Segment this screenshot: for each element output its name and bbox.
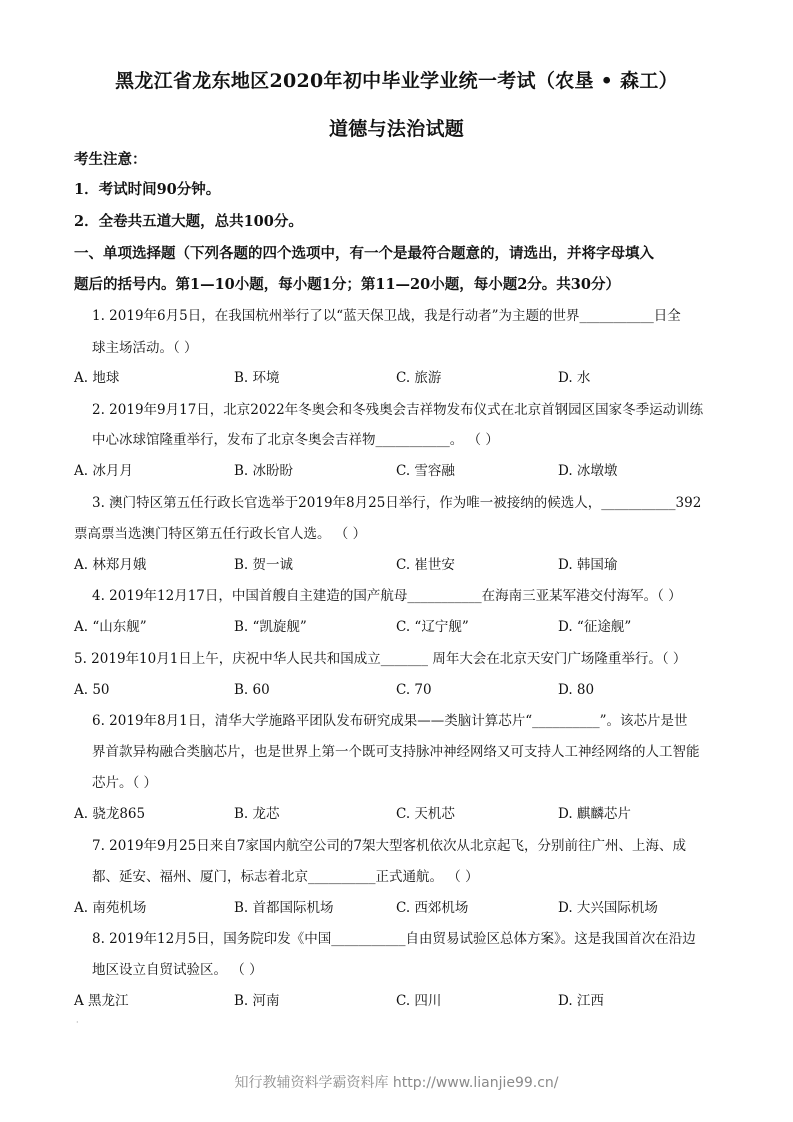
question-3-option-d: D. 韩国瑜 (558, 557, 618, 573)
question-3-line2: 票高票当选澳门特区第五任行政长官人选。 （ ） (74, 526, 367, 542)
question-6-option-d: D. 麒麟芯片 (558, 806, 631, 822)
question-8-line1: 8. 2019年12月5日，国务院印发《中国___________自由贸易试验区总体方案》。这是我国首次在沿边 (92, 931, 696, 947)
question-2-line2: 中心冰球馆隆重举行，发布了北京冬奥会吉祥物___________。 （ ） (92, 432, 499, 448)
question-2-option-c: C. 雪容融 (396, 463, 455, 479)
question-8-option-a: A 黑龙江 (74, 993, 129, 1009)
notice-item-1: 1．考试时间90分钟。 (74, 181, 221, 198)
question-5-option-d: D. 80 (558, 682, 595, 698)
question-3-option-c: C. 崔世安 (396, 557, 455, 573)
question-1-option-a: A. 地球 (74, 370, 120, 386)
question-4-option-c: C. “辽宁舰” (396, 619, 469, 635)
question-7-option-b: B. 首都国际机场 (234, 900, 334, 916)
question-2-line1: 2. 2019年9月17日，北京2022年冬奥会和冬残奥会吉祥物发布仪式在北京首钢园区国家冬季运动训练 (92, 402, 704, 418)
question-6-option-a: A. 骁龙865 (74, 806, 146, 822)
question-8-option-d: D. 江西 (558, 993, 604, 1009)
section1-instructions-line1: 一、单项选择题（下列各题的四个选项中，有一个是最符合题意的，请选出，并将字母填入 (74, 245, 654, 262)
question-5-option-b: B. 60 (234, 682, 270, 698)
question-3-line1: 3. 澳门特区第五任行政长官选举于2019年8月25日举行，作为唯一被接纳的候选人，___________392 (92, 495, 702, 511)
notice-heading: 考生注意： (74, 151, 147, 168)
question-1-line1: 1. 2019年6月5日，在我国杭州举行了以“蓝天保卫战，我是行动者”为主题的世界___________日全 (92, 308, 681, 324)
question-6-option-c: C. 天机芯 (396, 806, 455, 822)
question-7-option-d: D. 大兴国际机场 (558, 900, 658, 916)
question-1-line2: 球主场活动。（ ） (92, 340, 198, 356)
question-2-option-b: B. 冰盼盼 (234, 463, 294, 479)
question-5-line1: 5. 2019年10月1日上午，庆祝中华人民共和国成立_______ 周年大会在北京天安门广场隆重举行。（ ） (74, 651, 687, 667)
question-8-line2: 地区设立自贸试验区。 （ ） (92, 962, 263, 978)
page-mark: · (76, 1018, 79, 1027)
question-5-option-a: A. 50 (74, 682, 110, 698)
question-5-option-c: C. 70 (396, 682, 432, 698)
question-3-option-b: B. 贺一诚 (234, 557, 294, 573)
notice-item-2: 2．全卷共五道大题，总共100分。 (74, 213, 303, 230)
question-4-option-a: A. “山东舰” (74, 619, 147, 635)
question-7-option-a: A. 南苑机场 (74, 900, 147, 916)
question-6-line1: 6. 2019年8月1日，清华大学施路平团队发布研究成果——类脑计算芯片“__________”。该芯片是世 (92, 713, 688, 729)
question-4-option-d: D. “征途舰” (558, 619, 632, 635)
exam-title: 黑龙江省龙东地区2020年初中毕业学业统一考试（农垦 • 森工） (115, 70, 678, 92)
question-7-line2: 都、延安、福州、厦门，标志着北京__________正式通航。 （ ） (92, 869, 479, 885)
question-7-line1: 7. 2019年9月25日来自7家国内航空公司的7架大型客机依次从北京起飞，分别前往广州、上海、成 (92, 838, 686, 854)
question-8-option-c: C. 四川 (396, 993, 442, 1009)
question-6-option-b: B. 龙芯 (234, 806, 280, 822)
question-6-line2: 界首款异构融合类脑芯片，也是世界上第一个既可支持脉冲神经网络又可支持人工神经网络的人工智能 (92, 744, 700, 760)
question-3-option-a: A. 林郑月娥 (74, 557, 147, 573)
question-1-option-c: C. 旅游 (396, 370, 442, 386)
question-6-line3: 芯片。（ ） (92, 775, 158, 791)
question-4-line1: 4. 2019年12月17日，中国首艘自主建造的国产航母___________在海南三亚某军港交付海军。（ ） (92, 588, 682, 604)
question-4-option-b: B. “凯旋舰” (234, 619, 307, 635)
question-8-option-b: B. 河南 (234, 993, 280, 1009)
question-7-option-c: C. 西郊机场 (396, 900, 469, 916)
question-2-option-a: A. 冰月月 (74, 463, 133, 479)
question-2-option-d: D. 冰墩墩 (558, 463, 618, 479)
footer-watermark: 知行教辅资料学霸资料库 http://www.lianjie99.cn/ (234, 1075, 559, 1091)
section1-instructions-line2: 题后的括号内。第1—10小题，每小题1分；第11—20小题，每小题2分。共30分） (74, 276, 620, 293)
exam-subtitle: 道德与法治试题 (328, 118, 465, 140)
question-1-option-b: B. 环境 (234, 370, 280, 386)
question-1-option-d: D. 水 (558, 370, 591, 386)
